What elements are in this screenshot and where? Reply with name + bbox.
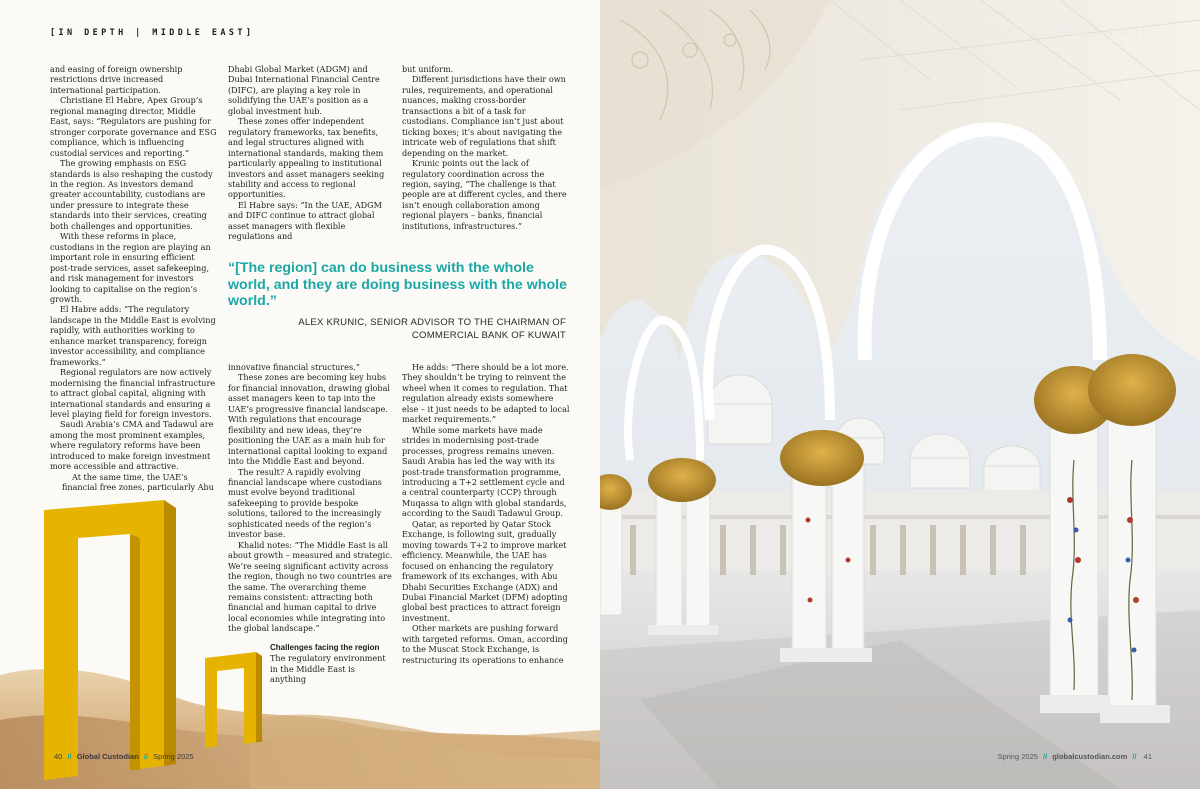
- paragraph: The regulatory environment in the Middle East is anything: [270, 653, 386, 685]
- attribution-line: COMMERCIAL BANK OF KUWAIT: [411, 330, 566, 341]
- page-number: 40: [54, 752, 63, 761]
- paragraph: Other markets are pushing forward with targeted reforms. Oman, according to the Muscat Stock Exchange, is restructuring its operations to enhance: [402, 623, 568, 665]
- paragraph: Saudi Arabia’s CMA and Tadawul are among the most prominent examples, where regulatory reforms have been introduced to make foreign investment more accessible and attractive.: [50, 419, 214, 472]
- paragraph: Qatar, as reported by Qatar Stock Exchange, is following suit, gradually moving towards T+2 to improve market efficiency. Meanwhile, the UAE has focused on enhancing the regulatory framework of its exchanges, with Abu Dhabi Securities Exchange (ADX) and Dubai Financial Market (DFM) adopting global best practices to attract foreign investment.: [402, 518, 568, 623]
- paragraph: Dhabi Global Market (ADGM) and Dubai International Financial Centre (DIFC), are playing a key role in solidifying the UAE’s position as a global investment hub.: [228, 64, 380, 116]
- paragraph: The growing emphasis on ESG standards is also reshaping the custody in the region. As investors demand greater accountability, custodians are under pressure to integrate these standards into their services, creating both challenges and opportunities.: [50, 158, 213, 231]
- folio-right: Spring 2025 // globalcustodian.com // 41: [997, 752, 1152, 761]
- paragraph: These zones are becoming key hubs for financial innovation, drawing global asset managers keen to tap into the UAE’s progressive financial landscape. With regulations that encourage flexibility and new ideas, they’re positioning the UAE as a main hub for international capital looking to expand into the Middle East and beyond.: [228, 372, 391, 467]
- page-number: 41: [1143, 752, 1152, 761]
- folio-left: 40 // Global Custodian // Spring 2025: [54, 752, 194, 761]
- paragraph: Krunic points out the lack of regulatory coordination across the region, saying, “The challenge is that people are at different cycles, and there isn’t enough collaboration among regional players – banks, financial institutions, infrastructures.”: [402, 158, 567, 231]
- pull-quote: “[The region] can do business with the whole world, and they are doing business with the whole world.”: [228, 260, 567, 309]
- mosque-column: [780, 430, 872, 662]
- paragraph: While some markets have made strides in modernising post-trade processes, progress remains uneven. Saudi Arabia has led the way with its post-trade transformation programme, introducing a T+2 settlement cycle and a central counterparty (CCP) through Muqassa to align with global standards, according to the Saudi Tadawul Group.: [402, 424, 567, 519]
- issue-date: Spring 2025: [997, 752, 1038, 761]
- paragraph: Khalid notes: “The Middle East is all about growth – measured and strategic. We’re seeing significant activity across the region, though no two countries are the same. The overarching theme remains consistent: attracting both financial and human capital to drive local economies while integrating into the global landscape.”: [228, 539, 393, 634]
- paragraph: He adds: “There should be a lot more. They shouldn’t be trying to reinvent the wheel when it comes to regulation. That regulation already exists somewhere else – it just needs to be adapted to local market requirements.”: [402, 362, 570, 425]
- paragraph: At the same time, the UAE’s financial free zones, particularly Abu: [62, 471, 214, 493]
- article-column-2-top: [228, 64, 393, 242]
- paragraph: and easing of foreign ownership restrictions drive increased international participation.: [50, 64, 183, 95]
- desert-frames-image: [0, 480, 600, 789]
- subheading: Challenges facing the region: [270, 642, 380, 652]
- mosque-arcade-photo: [600, 0, 1200, 789]
- magazine-title: Global Custodian: [76, 752, 139, 761]
- paragraph: These zones offer independent regulatory frameworks, tax benefits, and legal structures aligned with international standards, making them particularly appealing to institutional investors and asset managers seeking stability and access to regional opportunities.: [228, 116, 385, 200]
- paragraph: El Habre says: “In the UAE, ADGM and DIFC continue to attract global asset managers with flexible regulations and: [228, 199, 382, 242]
- paragraph: Christiane El Habre, Apex Group’s regional managing director, Middle East, says: “Regulators are pushing for stronger corporate governance and ESG compliance, which is influencing custodial services and reporting.”: [50, 95, 217, 158]
- paragraph: Different jurisdictions have their own rules, requirements, and operational nuances, making cross-border transactions a bit of a task for custodians. Compliance isn’t just about ticking boxes; it’s about navigating the intricate web of regulations that shift depending on the market.: [402, 74, 566, 158]
- section-label-right: [IN DEPTH | MIDDLE EAST]: [945, 28, 1150, 38]
- section-label-left: [IN DEPTH | MIDDLE EAST]: [50, 28, 255, 38]
- paragraph: The result? A rapidly evolving financial landscape where custodians must evolve beyond traditional safekeeping to provide bespoke solutions, tailored to the increasingly sophisticated needs of the region’s investor base.: [228, 466, 382, 540]
- right-page: [600, 0, 1200, 789]
- article-column-1: [50, 64, 217, 493]
- website: globalcustodian.com: [1052, 752, 1128, 761]
- paragraph: With these reforms in place, custodians in the region are playing an important role in ensuring efficient post-trade services, asset safekeeping, and risk management for investors looking to capitalise on the region’s growth.: [50, 231, 211, 304]
- paragraph: El Habre adds: “The regulatory landscape in the Middle East is evolving rapidly, with authorities working to enhance market transparency, foreign investor accessibility, and compliance frameworks.”: [50, 304, 216, 367]
- attribution-line: ALEX KRUNIC, SENIOR ADVISOR TO THE CHAIRMAN OF: [298, 317, 566, 328]
- article-column-3-top: [402, 64, 570, 231]
- paragraph: innovative financial structures.”: [228, 362, 360, 372]
- paragraph: but uniform.: [402, 64, 454, 74]
- issue-date: Spring 2025: [153, 752, 194, 761]
- quote-attribution: [266, 316, 566, 342]
- paragraph: Regional regulators are now actively modernising the financial infrastructure to attract global capital, aligning with international standards and ensuring a level playing field for foreign investors.: [50, 367, 216, 419]
